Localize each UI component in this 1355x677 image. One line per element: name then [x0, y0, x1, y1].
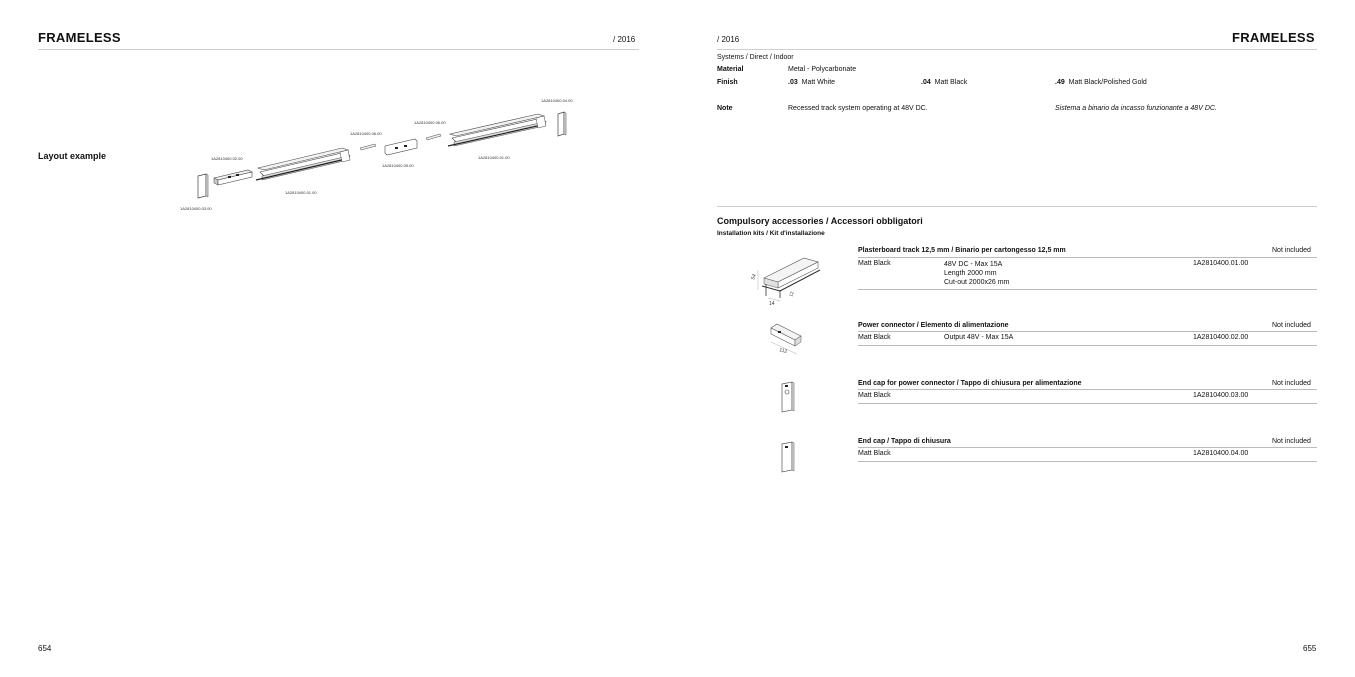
finish-code: .49 — [1055, 79, 1065, 86]
track-dim-depth: 12 — [788, 290, 795, 298]
accessory-rule — [858, 389, 1317, 390]
finish-name: Matt Black/Polished Gold — [1068, 79, 1147, 86]
material-label: Material — [717, 66, 744, 73]
accessory-code: 1A2810400.01.00 — [1193, 260, 1249, 267]
part-label-02: 1A2810400.02.00 — [211, 156, 243, 161]
part-04-drawing — [558, 112, 566, 136]
track-drawing — [750, 250, 830, 306]
note-label: Note — [717, 105, 733, 112]
part-01a-drawing — [256, 148, 350, 180]
accessory-rule — [858, 447, 1317, 448]
accessory-title: End cap / Tappo di chiusura — [858, 438, 951, 445]
left-page-number: 654 — [38, 644, 52, 653]
part-label-06b: 1A2810400.06.00 — [350, 131, 382, 136]
left-header-rule — [38, 49, 639, 50]
left-year: / 2016 — [613, 35, 636, 44]
finish-49 — [1055, 79, 1147, 86]
part-label-06a: 1A2810400.06.00 — [414, 120, 446, 125]
right-page-number: 655 — [1303, 644, 1317, 653]
finish-name: Matt Black — [934, 79, 968, 86]
part-06-05-drawing — [360, 134, 441, 155]
finish-name: Matt White — [801, 79, 836, 86]
part-02-drawing — [214, 170, 252, 185]
end-cap-power-drawing — [778, 380, 798, 416]
accessory-rule — [858, 461, 1317, 462]
part-label-03: 1A2810400.03.00 — [180, 206, 212, 211]
spec-line: Cut-out 2000x26 mm — [944, 279, 1010, 286]
accessory-specs — [944, 260, 1009, 287]
part-label-05: 1A2810400.05.00 — [382, 163, 414, 168]
layout-diagram — [190, 100, 610, 220]
accessory-title: End cap for power connector / Tappo di chiusura per alimentazione — [858, 380, 1082, 387]
part-01b-drawing — [448, 114, 546, 146]
connector-dim-length: 112 — [778, 347, 788, 355]
finish-04 — [921, 79, 967, 86]
accessory-rule — [858, 289, 1317, 290]
accessory-finish: Matt Black — [858, 334, 891, 341]
spec-line: Length 2000 mm — [944, 270, 997, 277]
left-brand-title: FRAMELESS — [38, 30, 121, 45]
right-brand-title: FRAMELESS — [1232, 30, 1315, 45]
track-dim-height: 54 — [750, 273, 758, 281]
accessory-code: 1A2810400.03.00 — [1193, 392, 1249, 399]
part-label-01a: 1A2810400.01.00 — [285, 190, 317, 195]
accessory-status: Not included — [1272, 380, 1311, 387]
accessory-rule — [858, 345, 1317, 346]
spec-line: 48V DC - Max 15A — [944, 261, 1003, 268]
accessory-title: Power connector / Elemento di alimentazione — [858, 322, 1009, 329]
material-value: Metal - Polycarbonate — [788, 66, 857, 73]
accessory-code: 1A2810400.02.00 — [1193, 334, 1249, 341]
end-cap-drawing — [778, 440, 798, 476]
right-year: / 2016 — [717, 35, 740, 44]
track-dim-width: 14 — [769, 301, 775, 306]
accessories-title: Compulsory accessories / Accessori obbligatori — [717, 216, 923, 226]
power-connector-drawing — [765, 320, 815, 360]
systems-line: Systems / Direct / Indoor — [717, 54, 794, 61]
part-label-01b: 1A2810400.01.00 — [478, 155, 510, 160]
part-label-04: 1A2810400.04.00 — [541, 98, 573, 103]
part-03-drawing — [198, 174, 208, 198]
accessory-status: Not included — [1272, 322, 1311, 329]
note-italian: Sistema a binario da incasso funzionante a 48V DC. — [1055, 105, 1217, 112]
accessory-rule — [858, 331, 1317, 332]
accessory-status: Not included — [1272, 247, 1311, 254]
accessory-title: Plasterboard track 12,5 mm / Binario per cartongesso 12,5 mm — [858, 247, 1066, 254]
accessory-specs: Output 48V - Max 15A — [944, 334, 1014, 341]
accessory-code: 1A2810400.04.00 — [1193, 450, 1249, 457]
accessory-finish: Matt Black — [858, 450, 891, 457]
finish-code: .04 — [921, 79, 931, 86]
finish-code: .03 — [788, 79, 798, 86]
accessory-rule — [858, 403, 1317, 404]
accessory-rule — [858, 257, 1317, 258]
note-english: Recessed track system operating at 48V DC. — [788, 105, 928, 112]
finish-label: Finish — [717, 79, 738, 86]
accessory-status: Not included — [1272, 438, 1311, 445]
finish-03 — [788, 79, 835, 86]
accessory-finish: Matt Black — [858, 392, 891, 399]
accessories-rule — [717, 206, 1317, 207]
layout-example-title: Layout example — [38, 151, 107, 161]
kits-subtitle: Installation kits / Kit d'installazione — [717, 230, 825, 237]
right-header-rule — [717, 49, 1317, 50]
accessory-finish: Matt Black — [858, 260, 891, 267]
